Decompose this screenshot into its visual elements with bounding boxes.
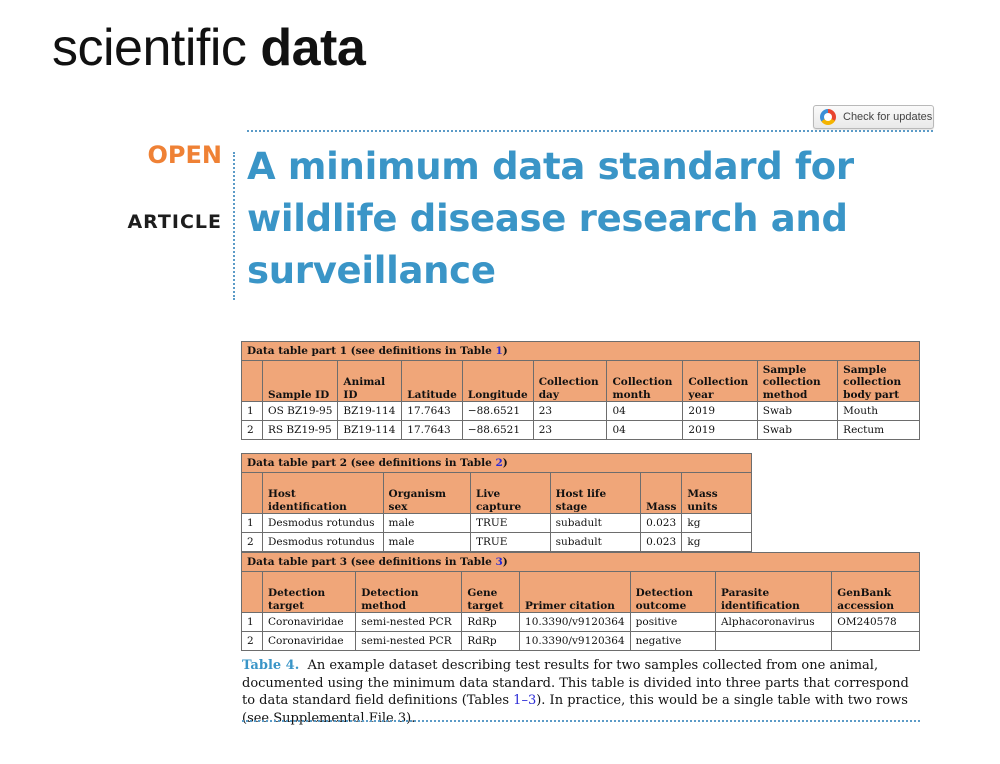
column-header: Collection day	[533, 361, 607, 402]
table-cell: male	[383, 533, 470, 552]
table-cell: OS BZ19-95	[263, 402, 338, 421]
tables-reference-link[interactable]: 1–3	[513, 693, 537, 708]
table-cell: 23	[533, 402, 607, 421]
table-cell: RdRp	[462, 632, 520, 651]
column-header: Sample ID	[263, 361, 338, 402]
column-header: Detection method	[356, 572, 462, 613]
table-cell: negative	[630, 632, 715, 651]
table-cell: Coronaviridae	[263, 613, 356, 632]
column-header: Host identification	[263, 473, 384, 514]
table-header-row	[242, 572, 920, 613]
table-cell: 0.023	[641, 533, 682, 552]
journal-name-part2: data	[260, 19, 366, 77]
open-access-label: OPEN	[147, 141, 222, 169]
table-cell: kg	[682, 514, 752, 533]
row-index-cell: 1	[242, 402, 263, 421]
table-cell: Rectum	[838, 421, 920, 440]
table-cell: OM240578	[832, 613, 920, 632]
table-header-row	[242, 361, 920, 402]
table-cell: 10.3390/v9120364	[520, 632, 631, 651]
table-cell: RdRp	[462, 613, 520, 632]
column-header: GenBank accession	[832, 572, 920, 613]
bottom-divider	[242, 720, 920, 722]
table-cell: TRUE	[470, 514, 550, 533]
caption-label: Table 4.	[242, 658, 300, 673]
caption-text-1: An example dataset describing test results for two samples collected from one animal, documented using the minimum data standard. This table is divided into three parts that correspond to data standard field definitions (Tables	[242, 658, 909, 708]
table-cell: 10.3390/v9120364	[520, 613, 631, 632]
data-table-part-1	[241, 341, 920, 440]
table-caption	[242, 342, 920, 361]
column-header: Host life stage	[550, 473, 641, 514]
table-cell: 2019	[683, 402, 757, 421]
caption-suffix: )	[502, 457, 508, 469]
caption-prefix: Data table part 1 (see definitions in Table	[247, 345, 496, 357]
caption-suffix: )	[502, 556, 508, 568]
table-cell: positive	[630, 613, 715, 632]
table-cell: Desmodus rotundus	[263, 533, 384, 552]
top-divider	[247, 130, 933, 132]
column-header: Detection outcome	[630, 572, 715, 613]
check-for-updates-button[interactable]	[813, 105, 934, 129]
table-row	[242, 613, 920, 632]
table-header-row	[242, 473, 752, 514]
data-table-part-2	[241, 453, 752, 552]
column-header: Detection target	[263, 572, 356, 613]
table-reference-link[interactable]: 1	[495, 345, 503, 357]
table-cell: 0.023	[641, 514, 682, 533]
table-cell: 17.7643	[402, 421, 463, 440]
table-cell: subadult	[550, 533, 641, 552]
row-index-header	[242, 473, 263, 514]
table-cell: 04	[607, 421, 683, 440]
row-index-header	[242, 572, 263, 613]
caption-prefix: Data table part 3 (see definitions in Table	[247, 556, 496, 568]
table-cell: RS BZ19-95	[263, 421, 338, 440]
data-table-part-3	[241, 552, 920, 651]
vertical-divider	[233, 152, 235, 300]
table-row	[242, 533, 752, 552]
table-cell: Coronaviridae	[263, 632, 356, 651]
table-cell: subadult	[550, 514, 641, 533]
column-header: Gene target	[462, 572, 520, 613]
table-cell: Mouth	[838, 402, 920, 421]
column-header: Collection month	[607, 361, 683, 402]
row-index-cell: 2	[242, 421, 263, 440]
row-index-cell: 2	[242, 632, 263, 651]
table-cell: 23	[533, 421, 607, 440]
column-header: Collection year	[683, 361, 757, 402]
column-header: Mass	[641, 473, 682, 514]
journal-logo	[52, 18, 365, 78]
table-cell: 04	[607, 402, 683, 421]
table-cell: TRUE	[470, 533, 550, 552]
row-index-header	[242, 361, 263, 402]
table-caption	[242, 454, 752, 473]
row-index-cell: 2	[242, 533, 263, 552]
column-header: Primer citation	[520, 572, 631, 613]
table-cell: Alphacoronavirus	[715, 613, 831, 632]
table-cell: kg	[682, 533, 752, 552]
article-title: A minimum data standard for wildlife disease research and surveillance	[247, 145, 854, 292]
journal-name-part1: scientific	[52, 19, 247, 77]
row-index-cell: 1	[242, 613, 263, 632]
table-cell: 2019	[683, 421, 757, 440]
table-cell: −88.6521	[462, 402, 533, 421]
table-cell: BZ19-114	[338, 402, 402, 421]
table-row	[242, 421, 920, 440]
column-header: Sample collection method	[757, 361, 837, 402]
table-cell: Swab	[757, 402, 837, 421]
table-cell: BZ19-114	[338, 421, 402, 440]
column-header: Animal ID	[338, 361, 402, 402]
column-header: Organism sex	[383, 473, 470, 514]
table-cell: −88.6521	[462, 421, 533, 440]
column-header: Parasite identification	[715, 572, 831, 613]
table-4-caption	[242, 657, 922, 727]
table-cell: semi-nested PCR	[356, 632, 462, 651]
caption-text-2: ). In practice, this would be a single table with two rows (see Supplemental File 3).	[242, 693, 908, 726]
table-row	[242, 514, 752, 533]
table-cell	[832, 632, 920, 651]
table-cell: semi-nested PCR	[356, 613, 462, 632]
table-cell: male	[383, 514, 470, 533]
row-index-cell: 1	[242, 514, 263, 533]
table-cell: Swab	[757, 421, 837, 440]
column-header: Sample collection body part	[838, 361, 920, 402]
column-header: Mass units	[682, 473, 752, 514]
table-cell: 17.7643	[402, 402, 463, 421]
table-reference-link[interactable]: 2	[495, 457, 503, 469]
article-type-label: ARTICLE	[127, 211, 222, 233]
crossmark-icon	[820, 109, 836, 125]
caption-suffix: )	[502, 345, 508, 357]
column-header: Longitude	[462, 361, 533, 402]
table-row	[242, 632, 920, 651]
table-cell	[715, 632, 831, 651]
column-header: Latitude	[402, 361, 463, 402]
check-for-updates-label: Check for updates	[843, 111, 933, 123]
table-row	[242, 402, 920, 421]
table-caption	[242, 553, 920, 572]
table-cell: Desmodus rotundus	[263, 514, 384, 533]
column-header: Live capture	[470, 473, 550, 514]
table-reference-link[interactable]: 3	[495, 556, 503, 568]
caption-prefix: Data table part 2 (see definitions in Table	[247, 457, 496, 469]
